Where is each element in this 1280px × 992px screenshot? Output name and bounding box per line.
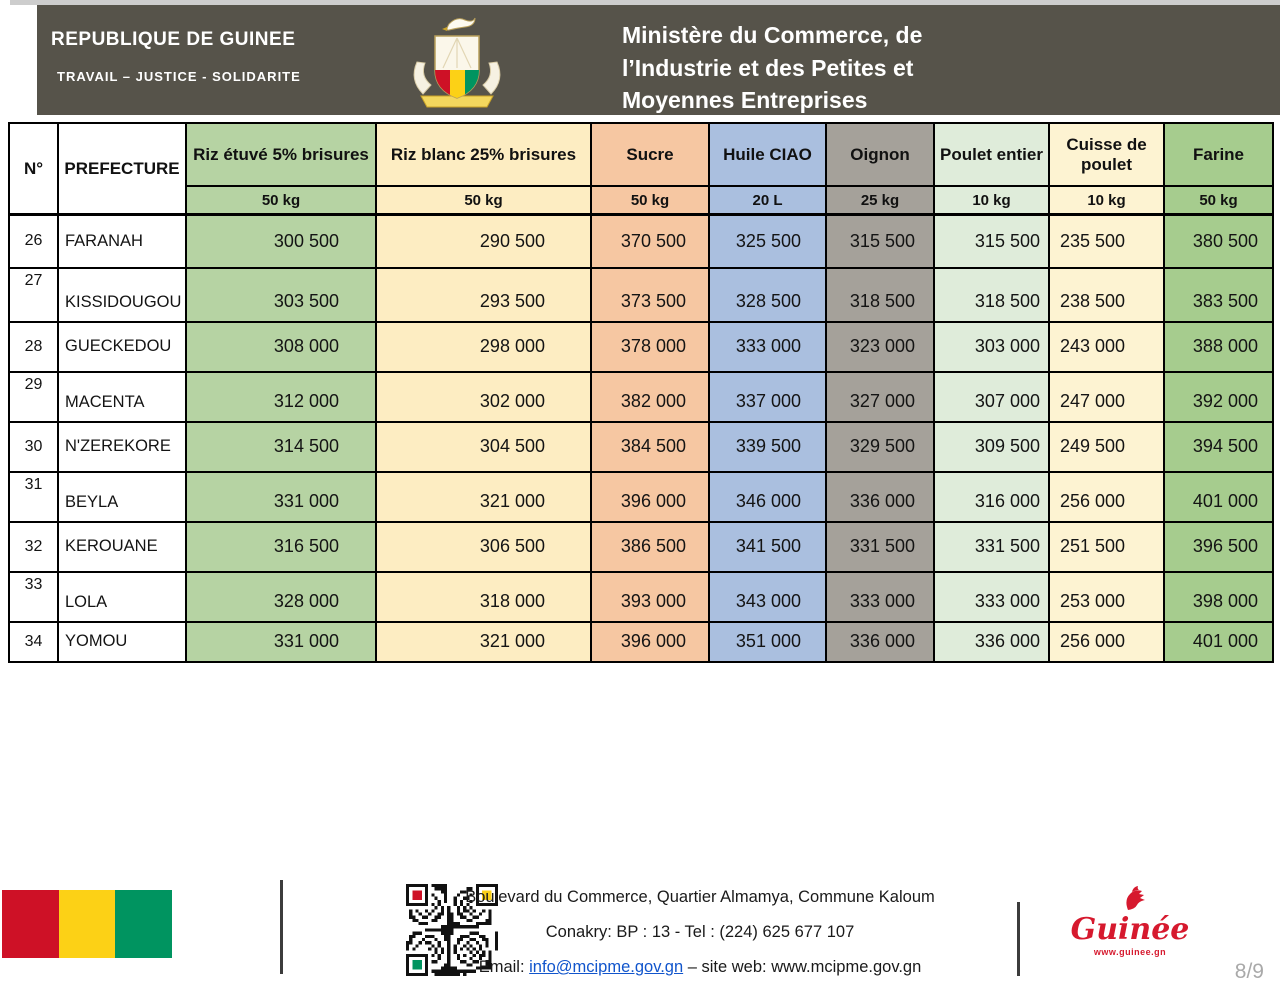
email-line: [440, 958, 960, 977]
price-riz_etuve: 314 500: [186, 422, 376, 472]
republic-block: [51, 29, 301, 84]
price-riz_etuve: 331 000: [186, 622, 376, 662]
price-oignon: 315 500: [826, 215, 934, 268]
price-cuisse: 247 000: [1049, 372, 1164, 422]
col-header-num: N°: [9, 123, 58, 215]
table-row: [9, 372, 1273, 422]
price-poulet: 318 500: [934, 268, 1049, 322]
col-header-cuisse: Cuisse de poulet: [1049, 123, 1164, 186]
price-riz_blanc: 321 000: [376, 472, 591, 522]
col-header-oignon: Oignon: [826, 123, 934, 186]
guinea-coat-of-arms-icon: [405, 10, 509, 114]
price-sucre: 370 500: [591, 215, 709, 268]
price-cuisse: 256 000: [1049, 622, 1164, 662]
price-cuisse: 235 500: [1049, 215, 1164, 268]
price-farine: 398 000: [1164, 572, 1273, 622]
price-farine: 388 000: [1164, 322, 1273, 372]
price-farine: 392 000: [1164, 372, 1273, 422]
ministry-title-line: Moyennes Entreprises: [622, 87, 868, 114]
col-header-farine: Farine: [1164, 123, 1273, 186]
price-sucre: 378 000: [591, 322, 709, 372]
col-header-riz_blanc: Riz blanc 25% brisures: [376, 123, 591, 186]
row-number: 33: [9, 572, 58, 622]
row-number: 34: [9, 622, 58, 662]
website-text: – site web: www.mcipme.gov.gn: [683, 958, 922, 976]
price-poulet: 303 000: [934, 322, 1049, 372]
price-cuisse: 256 000: [1049, 472, 1164, 522]
prefecture-name: KISSIDOUGOU: [58, 268, 186, 322]
guinea-flag-icon: [2, 890, 172, 958]
row-number: 31: [9, 472, 58, 522]
price-oignon: 327 000: [826, 372, 934, 422]
price-huile: 343 000: [709, 572, 826, 622]
header-row-units: [9, 186, 1273, 215]
price-riz_etuve: 331 000: [186, 472, 376, 522]
price-sucre: 382 000: [591, 372, 709, 422]
price-sucre: 393 000: [591, 572, 709, 622]
price-oignon: 333 000: [826, 572, 934, 622]
price-cuisse: 253 000: [1049, 572, 1164, 622]
prefecture-name: BEYLA: [58, 472, 186, 522]
col-unit-riz_blanc: 50 kg: [376, 186, 591, 215]
guinee-bird-icon: [1108, 884, 1152, 914]
table-row: [9, 622, 1273, 662]
price-riz_blanc: 293 500: [376, 268, 591, 322]
price-huile: 351 000: [709, 622, 826, 662]
email-link[interactable]: info@mcipme.gov.gn: [529, 958, 684, 976]
price-huile: 346 000: [709, 472, 826, 522]
table-row: [9, 572, 1273, 622]
guinee-logo-text: Guinée: [1070, 912, 1190, 947]
table-row: [9, 322, 1273, 372]
republic-title: REPUBLIQUE DE GUINEE: [51, 29, 296, 50]
col-unit-farine: 50 kg: [1164, 186, 1273, 215]
prefecture-name: N'ZEREKORE: [58, 422, 186, 472]
price-sucre: 396 000: [591, 472, 709, 522]
footer-divider: [1017, 902, 1020, 976]
guinee-logo-url: www.guinee.gn: [1093, 947, 1167, 957]
price-huile: 337 000: [709, 372, 826, 422]
col-unit-sucre: 50 kg: [591, 186, 709, 215]
price-riz_blanc: 290 500: [376, 215, 591, 268]
price-farine: 383 500: [1164, 268, 1273, 322]
price-cuisse: 251 500: [1049, 522, 1164, 572]
table-row: [9, 268, 1273, 322]
page-number: 8/9: [1234, 960, 1264, 983]
price-huile: 328 500: [709, 268, 826, 322]
row-number: 26: [9, 215, 58, 268]
republic-motto: TRAVAIL – JUSTICE - SOLIDARITE: [57, 69, 301, 84]
price-riz_blanc: 302 000: [376, 372, 591, 422]
price-huile: 333 000: [709, 322, 826, 372]
col-header-riz_etuve: Riz étuvé 5% brisures: [186, 123, 376, 186]
prefecture-name: KEROUANE: [58, 522, 186, 572]
price-oignon: 336 000: [826, 622, 934, 662]
prefecture-name: MACENTA: [58, 372, 186, 422]
ministry-title: [622, 19, 922, 117]
flag-red-stripe: [2, 890, 59, 958]
page-footer: [0, 876, 1280, 992]
price-poulet: 315 500: [934, 215, 1049, 268]
price-poulet: 309 500: [934, 422, 1049, 472]
price-oignon: 336 000: [826, 472, 934, 522]
price-sucre: 384 500: [591, 422, 709, 472]
table-row: [9, 215, 1273, 268]
ministry-header-band: [37, 5, 1280, 115]
price-poulet: 307 000: [934, 372, 1049, 422]
price-riz_blanc: 298 000: [376, 322, 591, 372]
row-number: 30: [9, 422, 58, 472]
col-header-sucre: Sucre: [591, 123, 709, 186]
prefecture-name: GUECKEDOU: [58, 322, 186, 372]
ministry-title-line: l’Industrie et des Petites et: [622, 54, 914, 81]
col-unit-cuisse: 10 kg: [1049, 186, 1164, 215]
prefecture-name: FARANAH: [58, 215, 186, 268]
footer-divider: [280, 880, 283, 974]
contact-line: Conakry: BP : 13 - Tel : (224) 625 677 107: [545, 923, 855, 941]
price-sucre: 386 500: [591, 522, 709, 572]
price-huile: 339 500: [709, 422, 826, 472]
flag-green-stripe: [115, 890, 172, 958]
col-header-prefecture: PREFECTURE: [58, 123, 186, 215]
address-line: Boulevard du Commerce, Quartier Almamya, Commune Kaloum: [465, 888, 935, 906]
col-unit-oignon: 25 kg: [826, 186, 934, 215]
price-farine: 396 500: [1164, 522, 1273, 572]
price-riz_etuve: 308 000: [186, 322, 376, 372]
price-oignon: 331 500: [826, 522, 934, 572]
price-oignon: 323 000: [826, 322, 934, 372]
price-riz_blanc: 318 000: [376, 572, 591, 622]
price-riz_etuve: 312 000: [186, 372, 376, 422]
price-oignon: 329 500: [826, 422, 934, 472]
price-riz_blanc: 306 500: [376, 522, 591, 572]
price-cuisse: 243 000: [1049, 322, 1164, 372]
price-riz_etuve: 328 000: [186, 572, 376, 622]
price-riz_etuve: 316 500: [186, 522, 376, 572]
price-huile: 341 500: [709, 522, 826, 572]
price-riz_etuve: 303 500: [186, 268, 376, 322]
row-number: 29: [9, 372, 58, 422]
price-huile: 325 500: [709, 215, 826, 268]
flag-yellow-stripe: [59, 890, 116, 958]
table-row: [9, 472, 1273, 522]
price-poulet: 316 000: [934, 472, 1049, 522]
col-unit-poulet: 10 kg: [934, 186, 1049, 215]
ministry-title-line: Ministère du Commerce, de: [622, 22, 923, 48]
price-farine: 401 000: [1164, 622, 1273, 662]
row-number: 28: [9, 322, 58, 372]
row-number: 27: [9, 268, 58, 322]
price-poulet: 333 000: [934, 572, 1049, 622]
table-row: [9, 522, 1273, 572]
prefecture-name: LOLA: [58, 572, 186, 622]
row-number: 32: [9, 522, 58, 572]
price-riz_blanc: 304 500: [376, 422, 591, 472]
price-riz_blanc: 321 000: [376, 622, 591, 662]
col-unit-huile: 20 L: [709, 186, 826, 215]
table-row: [9, 422, 1273, 472]
col-unit-riz_etuve: 50 kg: [186, 186, 376, 215]
price-cuisse: 238 500: [1049, 268, 1164, 322]
table-header: [9, 123, 1273, 215]
header-row-products: [9, 123, 1273, 186]
guinee-brand-logo: [1050, 884, 1210, 957]
price-cuisse: 249 500: [1049, 422, 1164, 472]
price-farine: 401 000: [1164, 472, 1273, 522]
prefecture-name: YOMOU: [58, 622, 186, 662]
price-riz_etuve: 300 500: [186, 215, 376, 268]
price-farine: 394 500: [1164, 422, 1273, 472]
price-oignon: 318 500: [826, 268, 934, 322]
price-poulet: 336 000: [934, 622, 1049, 662]
col-header-huile: Huile CIAO: [709, 123, 826, 186]
table-body: [9, 215, 1273, 662]
price-sucre: 396 000: [591, 622, 709, 662]
price-farine: 380 500: [1164, 215, 1273, 268]
col-header-poulet: Poulet entier: [934, 123, 1049, 186]
price-sucre: 373 500: [591, 268, 709, 322]
email-label: Email:: [478, 958, 530, 976]
price-poulet: 331 500: [934, 522, 1049, 572]
prefecture-price-table: [8, 122, 1274, 663]
